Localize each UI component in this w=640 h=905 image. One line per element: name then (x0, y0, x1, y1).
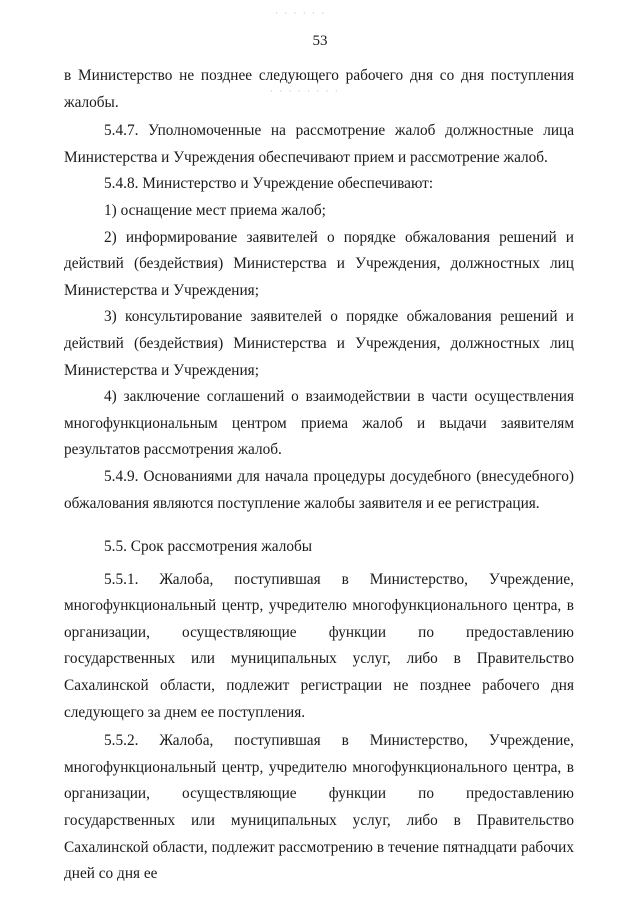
page-number: 53 (312, 33, 328, 49)
list-item-4: 4) заключение соглашений о взаимодействии в части осуществления многофункциональным центром приема жалоб и выдачи заявителям результатов рассмотрения жалоб. (64, 388, 574, 459)
section-heading: 5.5. Срок рассмотрения жалобы (104, 538, 313, 556)
paragraph-5-5-2: 5.5.2. Жалоба, поступившая в Министерство, Учреждение, многофункциональный центр, учредителю многофункционального центра, в организации, осуществляющие функции по предоставлению государственных или муниципальных услуг, либо в Правительство Сахалинской области, подлежит рассмотрению в течение пятнадцати рабочих дней со дня ее (64, 732, 574, 883)
paragraph-5-4-7: 5.4.7. Уполномоченные на рассмотрение жалоб должностные лица Министерства и Учреждения обеспечивают прием и рассмотрение жалоб. (64, 122, 574, 166)
paragraph-5-4-9: 5.4.9. Основаниями для начала процедуры досудебного (внесудебного) обжалования являются поступление жалобы заявителя и ее регистрация. (64, 467, 574, 512)
list-item-2: 2) информирование заявителей о порядке обжалования решений и действий (бездействия) Министерства и Учреждения, должностных лиц Министерства и Учреждения; (64, 228, 574, 299)
list-item-1: 1) оснащение мест приема жалоб; (104, 201, 326, 219)
paragraph-5-4-8: 5.4.8. Министерство и Учреждение обеспечивают: (104, 175, 434, 193)
paragraph-continuation: в Министерство не позднее следующего рабочего дня со дня поступления жалобы. (64, 67, 574, 111)
paragraph-5-5-1: 5.5.1. Жалоба, поступившая в Министерство, Учреждение, многофункциональный центр, учредителю многофункционального центра, в организации, осуществляющие функции по предоставлению государственных или муниципальных услуг, либо в Правительство Сахалинской области, подлежит регистрации не позднее рабочего дня следующего за днем ее поступления. (64, 570, 574, 721)
list-item-3: 3) консультирование заявителей о порядке обжалования решений и действий (бездействия) Министерства и Учреждения, должностных лиц Министерства и Учреждения; (64, 308, 574, 379)
scan-artifact: · · · · · · · · (270, 86, 340, 96)
document-body (64, 63, 574, 888)
scan-artifact: · · · · · · (275, 8, 327, 18)
